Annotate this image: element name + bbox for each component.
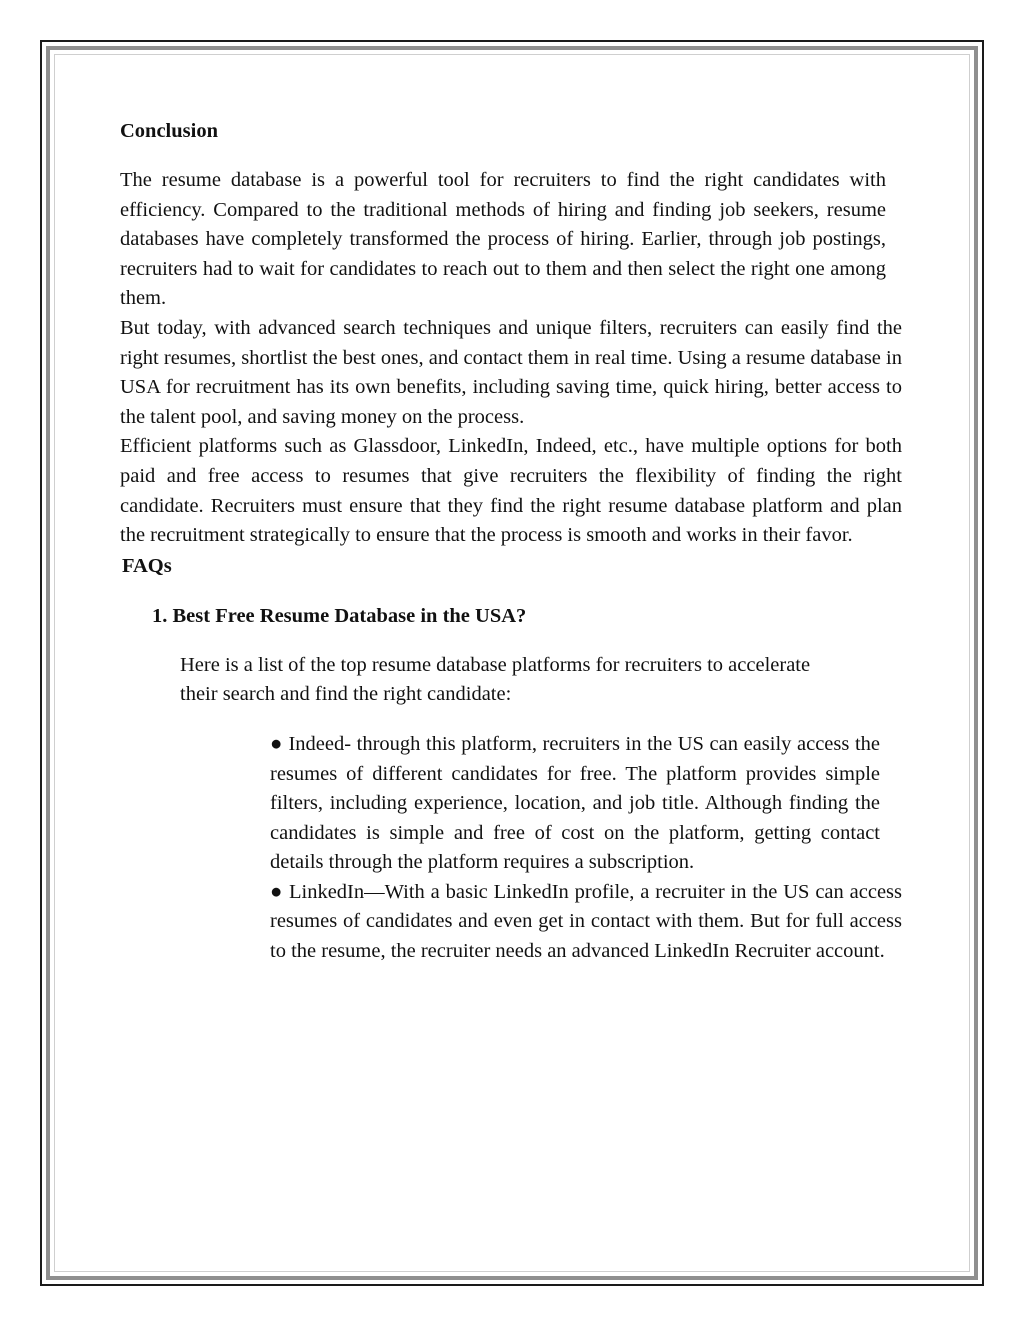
faq-intro-paragraph: Here is a list of the top resume database platforms for recruiters to accelerate their search and find the right candidate:: [180, 653, 811, 706]
conclusion-heading: Conclusion: [120, 120, 218, 142]
conclusion-paragraph-1: The resume database is a powerful tool for recruiters to find the right candidates with efficiency. Compared to the traditional methods of hiring and finding job seekers, resume databases have completely transformed the process of hiring. Earlier, through job postings, recruiters had to wait for candidates to reach out to them and then select the right one among them.: [120, 169, 886, 310]
platform-bullet-list: [270, 730, 902, 967]
faqs-heading: FAQs: [122, 554, 172, 577]
conclusion-paragraph-2: But today, with advanced search techniques and unique filters, recruiters can easily find the right resumes, shortlist the best ones, and contact them in real time. Using a resume database in USA for recruitment has its own benefits, including saving time, quick hiring, better access to the talent pool, and saving money on the process.: [120, 316, 902, 428]
faq-question-1: 1. Best Free Resume Database in the USA?: [152, 604, 527, 627]
list-item-indeed: ● Indeed- through this platform, recruiters in the US can easily access the resumes of different candidates for free. The platform provides simple filters, including experience, location, and job title. Although finding the candidates is simple and free of cost on the platform, getting contact details through the platform requires a subscription.: [270, 732, 880, 874]
conclusion-paragraph-3: Efficient platforms such as Glassdoor, LinkedIn, Indeed, etc., have multiple options for both paid and free access to resumes that give recruiters the flexibility of finding the right candidate. Recruiters must ensure that they find the right resume database platform and plan the recruitment strategically to ensure that the process is smooth and works in their favor.: [120, 435, 902, 547]
list-item-linkedin: ● LinkedIn—With a basic LinkedIn profile, a recruiter in the US can access resumes of candidates and even get in contact with them. But for full access to the resume, the recruiter needs an advanced LinkedIn Recruiter account.: [270, 880, 902, 963]
document-content: [120, 116, 902, 967]
